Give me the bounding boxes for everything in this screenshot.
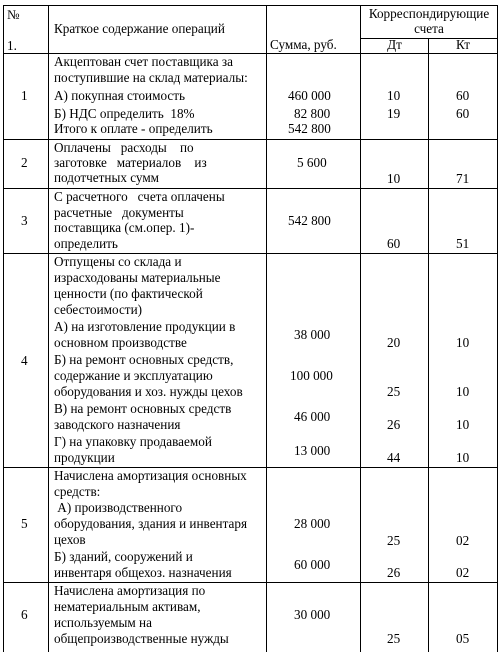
amount-value: 542 800 xyxy=(288,213,331,228)
operation-text-line: Б) НДС определить 18% xyxy=(54,106,195,121)
amount-value: 5 600 xyxy=(297,155,327,170)
operation-text-line: себестоимости) xyxy=(54,302,143,317)
operation-text-line: Начислена амортизация по xyxy=(54,583,206,598)
operation-text-line: средств: xyxy=(54,484,101,499)
operation-text-line: Оплачены расходы по xyxy=(54,140,194,155)
operation-text-line: заводского назначения xyxy=(54,417,181,432)
amount-value: 100 000 xyxy=(290,368,333,383)
amount-value: 13 000 xyxy=(294,443,331,458)
amount-value: 542 800 xyxy=(288,121,331,136)
operation-text-line: общепроизводственные нужды xyxy=(54,631,229,646)
header-debit: Дт xyxy=(387,37,402,52)
operation-text-line: Г) на упаковку продаваемой xyxy=(54,434,212,449)
operation-text-line: израсходованы материальные xyxy=(54,270,221,285)
debit-account: 10 xyxy=(387,88,401,103)
operation-text-line: Начислена амортизация основных xyxy=(54,468,247,483)
operation-text-line: Итого к оплате - определить xyxy=(54,121,213,136)
debit-account: 26 xyxy=(387,417,401,432)
credit-account: 60 xyxy=(456,88,470,103)
operation-text-line: основном производстве xyxy=(54,335,187,350)
header-num-suffix: 1. xyxy=(7,38,17,53)
row-number: 2 xyxy=(21,155,28,170)
operation-text-line: поступившие на склад материалы: xyxy=(54,70,248,85)
operation-text-line: расчетные документы xyxy=(54,205,184,220)
operation-text-line: Б) на ремонт основных средств, xyxy=(54,352,234,367)
operation-text-line: используемым на xyxy=(54,615,152,630)
operation-text-line: А) на изготовление продукции в xyxy=(54,319,236,334)
row-number: 6 xyxy=(21,607,28,622)
header-credit: Кт xyxy=(455,37,471,52)
debit-account: 25 xyxy=(387,631,401,646)
operation-text-line: нематериальным активам, xyxy=(54,599,201,614)
operation-text-line: продукции xyxy=(54,450,115,465)
row-number: 3 xyxy=(21,213,28,228)
header-description: Краткое содержание операций xyxy=(54,21,225,36)
operation-text-line: С расчетного счета оплачены xyxy=(54,189,225,204)
row-number: 1 xyxy=(21,88,28,103)
operation-text-line: содержание и эксплуатацию xyxy=(54,368,213,383)
credit-account: 02 xyxy=(456,533,470,548)
header-num-symbol: № xyxy=(7,7,20,22)
amount-value: 38 000 xyxy=(294,327,331,342)
debit-account: 19 xyxy=(387,106,401,121)
header-accounts-line2: счета xyxy=(414,21,444,36)
debit-account: 10 xyxy=(387,171,401,186)
credit-account: 10 xyxy=(456,384,470,399)
amount-value: 30 000 xyxy=(294,607,331,622)
debit-account: 25 xyxy=(387,533,401,548)
operation-text-line: Б) зданий, сооружений и xyxy=(54,549,193,564)
operation-text-line: определить xyxy=(54,236,118,251)
amount-value: 460 000 xyxy=(288,88,331,103)
operation-text-line: В) на ремонт основных средств xyxy=(54,401,232,416)
operation-text-line: инвентаря общехоз. назначения xyxy=(54,565,232,580)
operation-text-line: цехов xyxy=(54,532,86,547)
operation-text-line: Отпущены со склада и xyxy=(54,254,182,269)
debit-account: 26 xyxy=(387,565,401,580)
operation-text-line: ценности (по фактической xyxy=(54,286,203,301)
operation-text-line: поставщика (см.опер. 1)- xyxy=(54,220,195,235)
amount-value: 60 000 xyxy=(294,557,331,572)
operation-text-line: оборудования, здания и инвентаря xyxy=(54,516,248,531)
operation-text-line: Акцептован счет поставщика за xyxy=(54,54,233,69)
credit-account: 10 xyxy=(456,450,470,465)
amount-value: 28 000 xyxy=(294,516,331,531)
amount-value: 82 800 xyxy=(294,106,331,121)
operation-text-line: А) производственного xyxy=(54,500,183,515)
operation-text-line: подотчетных сумм xyxy=(54,170,160,185)
row-number: 4 xyxy=(21,353,28,368)
operation-text-line: оборудования и хоз. нужды цехов xyxy=(54,384,243,399)
debit-account: 44 xyxy=(387,450,401,465)
debit-account: 60 xyxy=(387,236,401,251)
operation-text-line: заготовке материалов из xyxy=(54,155,207,170)
credit-account: 51 xyxy=(456,236,470,251)
credit-account: 02 xyxy=(456,565,470,580)
debit-account: 20 xyxy=(387,335,401,350)
credit-account: 05 xyxy=(456,631,470,646)
operation-text-line: А) покупная стоимость xyxy=(54,88,185,103)
credit-account: 10 xyxy=(456,335,470,350)
header-accounts-line1: Корреспондирующие xyxy=(368,6,490,21)
credit-account: 60 xyxy=(456,106,470,121)
credit-account: 10 xyxy=(456,417,470,432)
debit-account: 25 xyxy=(387,384,401,399)
amount-value: 46 000 xyxy=(294,409,331,424)
header-amount: Сумма, руб. xyxy=(270,37,337,52)
row-number: 5 xyxy=(21,516,28,531)
credit-account: 71 xyxy=(456,171,470,186)
